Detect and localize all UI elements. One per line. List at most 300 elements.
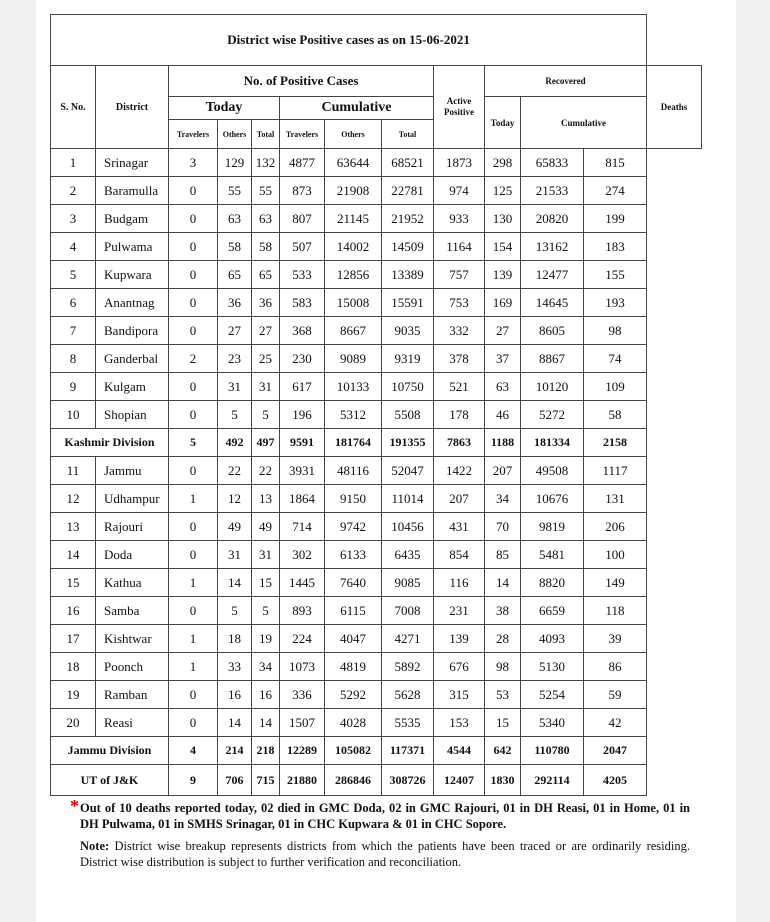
district-name: Pulwama [96,233,169,261]
table-cell: 1 [169,653,218,681]
table-cell: 933 [434,205,485,233]
table-cell: 13162 [521,233,584,261]
table-cell: 815 [584,149,647,177]
table-cell: 6435 [382,541,434,569]
district-name: Doda [96,541,169,569]
district-name: Ramban [96,681,169,709]
table-cell: 0 [169,709,218,737]
table-cell: 28 [485,625,521,653]
table-cell: 9089 [325,345,382,373]
table-cell: 14509 [382,233,434,261]
table-cell: 533 [280,261,325,289]
table-cell: 617 [280,373,325,401]
table-cell: 132 [252,149,280,177]
table-cell: 7863 [434,429,485,457]
table-cell: 0 [169,597,218,625]
table-row [51,233,702,261]
district-name: Anantnag [96,289,169,317]
table-cell: 183 [584,233,647,261]
table-cell: 0 [169,317,218,345]
cum-travelers-header: Travelers [280,120,325,149]
table-cell: 5 [252,597,280,625]
division-label: Kashmir Division [51,429,169,457]
table-row [51,625,702,653]
district-name: Kishtwar [96,625,169,653]
table-cell: 9742 [325,513,382,541]
table-cell: 9819 [521,513,584,541]
district-name: Kupwara [96,261,169,289]
table-cell: 4271 [382,625,434,653]
table-cell: 5312 [325,401,382,429]
table-cell: 74 [584,345,647,373]
table-cell: 25 [252,345,280,373]
table-cell: 231 [434,597,485,625]
table-cell: 21908 [325,177,382,205]
table-cell: 63 [485,373,521,401]
active-positive-header: Active Positive [434,66,485,149]
note-label: Note: [80,839,110,853]
table-cell: 1 [169,625,218,653]
deaths-note: Out of 10 deaths reported today, 02 died in GMC Doda, 02 in GMC Rajouri, 01 in DH Reasi, 01 in Home, 01 in DH Pulwama, 01 in SMHS Srinagar, 01 in CHC Kupwara & 01 in CHC Sopore. [80,801,690,831]
table-cell: 7008 [382,597,434,625]
table-cell: 893 [280,597,325,625]
table-row [51,373,702,401]
table-cell: 14 [51,541,96,569]
table-row [51,541,702,569]
others-header: Others [218,120,252,149]
table-cell: 10120 [521,373,584,401]
table-cell: 714 [280,513,325,541]
table-title: District wise Positive cases as on 15-06-2021 [51,15,647,66]
district-name: Kathua [96,569,169,597]
table-cell: 0 [169,373,218,401]
table-cell: 12407 [434,765,485,796]
table-row [51,149,702,177]
table-cell: 139 [485,261,521,289]
table-cell: 9085 [382,569,434,597]
district-name: Samba [96,597,169,625]
table-row [51,597,702,625]
table-cell: 9 [51,373,96,401]
table-cell: 59 [584,681,647,709]
table-cell: 4819 [325,653,382,681]
table-cell: 52047 [382,457,434,485]
table-cell: 58 [252,233,280,261]
table-cell: 4205 [584,765,647,796]
table-cell: 757 [434,261,485,289]
table-cell: 492 [218,429,252,457]
total-header: Total [252,120,280,149]
table-cell: 5535 [382,709,434,737]
recovered-header: Recovered [485,66,647,97]
table-cell: 199 [584,205,647,233]
district-name: Srinagar [96,149,169,177]
table-cell: 0 [169,261,218,289]
cum-total-header: Total [382,120,434,149]
table-cell: 154 [485,233,521,261]
table-cell: 431 [434,513,485,541]
table-cell: 21952 [382,205,434,233]
table-cell: 6133 [325,541,382,569]
table-row [51,653,702,681]
table-cell: 10456 [382,513,434,541]
table-cell: 5 [218,597,252,625]
table-cell: 86 [584,653,647,681]
table-cell: 1117 [584,457,647,485]
table-row [51,345,702,373]
table-cell: 4877 [280,149,325,177]
table-cell: 642 [485,737,521,765]
table-cell: 34 [485,485,521,513]
table-cell: 49 [218,513,252,541]
table-cell: 7640 [325,569,382,597]
table-cell: 1164 [434,233,485,261]
table-cell: 308726 [382,765,434,796]
table-cell: 5508 [382,401,434,429]
table-cell: 1864 [280,485,325,513]
table-cell: 9 [169,765,218,796]
table-cell: 8 [51,345,96,373]
footnote-star: * [70,796,79,816]
table-row [51,709,702,737]
table-cell: 20 [51,709,96,737]
table-cell: 9035 [382,317,434,345]
table-cell: 16 [218,681,252,709]
table-cell: 181334 [521,429,584,457]
table-cell: 706 [218,765,252,796]
table-cell: 974 [434,177,485,205]
table-cell: 23 [218,345,252,373]
table-cell: 58 [584,401,647,429]
table-cell: 191355 [382,429,434,457]
table-cell: 0 [169,541,218,569]
table-cell: 11 [51,457,96,485]
table-cell: 155 [584,261,647,289]
table-cell: 19 [252,625,280,653]
table-cell: 207 [434,485,485,513]
table-cell: 10133 [325,373,382,401]
table-cell: 3 [169,149,218,177]
table-cell: 15591 [382,289,434,317]
division-label: UT of J&K [51,765,169,796]
table-cell: 286846 [325,765,382,796]
table-cell: 9319 [382,345,434,373]
table-cell: 8867 [521,345,584,373]
table-cell: 8667 [325,317,382,345]
table-cell: 206 [584,513,647,541]
table-cell: 55 [218,177,252,205]
table-cell: 14 [218,709,252,737]
table-cell: 4544 [434,737,485,765]
table-cell: 5292 [325,681,382,709]
table-row [51,765,702,796]
table-cell: 5272 [521,401,584,429]
table-cell: 5254 [521,681,584,709]
table-row [51,261,702,289]
table-cell: 3931 [280,457,325,485]
table-cell: 6 [51,289,96,317]
table-cell: 14 [485,569,521,597]
table-cell: 49 [252,513,280,541]
table-cell: 521 [434,373,485,401]
table-cell: 1 [51,149,96,177]
table-cell: 21145 [325,205,382,233]
table-cell: 22 [252,457,280,485]
table-cell: 1507 [280,709,325,737]
table-cell: 7 [51,317,96,345]
table-cell: 315 [434,681,485,709]
footnote [70,796,690,876]
table-cell: 5 [252,401,280,429]
table-cell: 19 [51,681,96,709]
table-cell: 497 [252,429,280,457]
table-cell: 49508 [521,457,584,485]
table-cell: 37 [485,345,521,373]
district-name: Rajouri [96,513,169,541]
table-row [51,485,702,513]
table-cell: 0 [169,401,218,429]
district-name: Kulgam [96,373,169,401]
travelers-header: Travelers [169,120,218,149]
table-cell: 130 [485,205,521,233]
table-cell: 18 [51,653,96,681]
table-cell: 298 [485,149,521,177]
table-cell: 224 [280,625,325,653]
district-cases-table [50,14,702,796]
table-cell: 2158 [584,429,647,457]
cumulative-header: Cumulative [280,97,434,120]
division-label: Jammu Division [51,737,169,765]
table-cell: 5340 [521,709,584,737]
table-cell: 22 [218,457,252,485]
table-row [51,429,702,457]
table-cell: 1 [169,485,218,513]
table-cell: 22781 [382,177,434,205]
table-cell: 100 [584,541,647,569]
table-cell: 873 [280,177,325,205]
table-cell: 0 [169,205,218,233]
table-cell: 13 [51,513,96,541]
table-cell: 5 [51,261,96,289]
table-cell: 48116 [325,457,382,485]
table-cell: 33 [218,653,252,681]
table-cell: 12477 [521,261,584,289]
table-cell: 715 [252,765,280,796]
table-row [51,177,702,205]
table-cell: 583 [280,289,325,317]
table-cell: 9150 [325,485,382,513]
table-cell: 753 [434,289,485,317]
table-cell: 12 [218,485,252,513]
table-cell: 12 [51,485,96,513]
table-cell: 36 [218,289,252,317]
sno-header: S. No. [51,66,96,149]
table-cell: 118 [584,597,647,625]
table-cell: 9591 [280,429,325,457]
table-cell: 27 [252,317,280,345]
table-cell: 0 [169,513,218,541]
table-row [51,513,702,541]
table-cell: 230 [280,345,325,373]
table-cell: 676 [434,653,485,681]
table-cell: 6115 [325,597,382,625]
table-cell: 34 [252,653,280,681]
table-cell: 8605 [521,317,584,345]
table-row [51,737,702,765]
table-cell: 70 [485,513,521,541]
table-cell: 149 [584,569,647,597]
table-cell: 12289 [280,737,325,765]
table-cell: 13 [252,485,280,513]
table-cell: 46 [485,401,521,429]
district-name: Poonch [96,653,169,681]
table-cell: 2047 [584,737,647,765]
table-row [51,569,702,597]
table-cell: 139 [434,625,485,653]
table-cell: 218 [252,737,280,765]
table-cell: 116 [434,569,485,597]
table-cell: 14645 [521,289,584,317]
deaths-header: Deaths [647,66,702,149]
table-row [51,681,702,709]
table-cell: 378 [434,345,485,373]
table-cell: 18 [218,625,252,653]
table-cell: 2 [51,177,96,205]
table-cell: 0 [169,681,218,709]
table-cell: 169 [485,289,521,317]
table-cell: 12856 [325,261,382,289]
table-cell: 274 [584,177,647,205]
table-cell: 807 [280,205,325,233]
table-cell: 117371 [382,737,434,765]
table-cell: 4 [169,737,218,765]
district-note [80,838,690,870]
table-cell: 336 [280,681,325,709]
table-cell: 15 [252,569,280,597]
table-cell: 110780 [521,737,584,765]
table-cell: 27 [485,317,521,345]
table-cell: 0 [169,177,218,205]
table-cell: 507 [280,233,325,261]
table-cell: 1188 [485,429,521,457]
table-cell: 53 [485,681,521,709]
table-cell: 5130 [521,653,584,681]
district-name: Reasi [96,709,169,737]
table-cell: 193 [584,289,647,317]
table-cell: 3 [51,205,96,233]
table-cell: 1873 [434,149,485,177]
table-cell: 4028 [325,709,382,737]
recovered-cumulative-header: Cumulative [521,97,647,149]
table-cell: 11014 [382,485,434,513]
table-row [51,457,702,485]
table-cell: 181764 [325,429,382,457]
cum-others-header: Others [325,120,382,149]
table-cell: 1445 [280,569,325,597]
district-name: Udhampur [96,485,169,513]
table-cell: 10676 [521,485,584,513]
table-cell: 63644 [325,149,382,177]
table-cell: 207 [485,457,521,485]
table-cell: 2 [169,345,218,373]
table-cell: 8820 [521,569,584,597]
table-cell: 109 [584,373,647,401]
table-cell: 16 [51,597,96,625]
table-cell: 63 [218,205,252,233]
table-cell: 368 [280,317,325,345]
table-cell: 15 [485,709,521,737]
table-cell: 10750 [382,373,434,401]
table-cell: 98 [584,317,647,345]
table-cell: 5 [169,429,218,457]
table-cell: 31 [252,373,280,401]
table-cell: 10 [51,401,96,429]
table-cell: 65 [218,261,252,289]
table-cell: 332 [434,317,485,345]
recovered-today-header: Today [485,97,521,149]
table-cell: 15008 [325,289,382,317]
table-cell: 5481 [521,541,584,569]
table-cell: 63 [252,205,280,233]
table-cell: 15 [51,569,96,597]
district-name: Bandipora [96,317,169,345]
district-name: Shopian [96,401,169,429]
table-row [51,401,702,429]
table-cell: 6659 [521,597,584,625]
table-cell: 14002 [325,233,382,261]
table-cell: 129 [218,149,252,177]
table-cell: 0 [169,289,218,317]
table-cell: 0 [169,233,218,261]
today-header: Today [169,97,280,120]
table-cell: 21880 [280,765,325,796]
table-cell: 27 [218,317,252,345]
table-cell: 854 [434,541,485,569]
table-cell: 4093 [521,625,584,653]
table-cell: 5892 [382,653,434,681]
table-cell: 14 [218,569,252,597]
table-cell: 55 [252,177,280,205]
district-name: Budgam [96,205,169,233]
table-cell: 302 [280,541,325,569]
table-cell: 36 [252,289,280,317]
table-row [51,317,702,345]
table-cell: 85 [485,541,521,569]
positive-cases-header: No. of Positive Cases [169,66,434,97]
district-header: District [96,66,169,149]
table-cell: 17 [51,625,96,653]
district-name: Jammu [96,457,169,485]
table-cell: 153 [434,709,485,737]
table-cell: 21533 [521,177,584,205]
table-cell: 4047 [325,625,382,653]
note-text: District wise breakup represents districts from which the patients have been traced or are ordinarily residing. District wise distribution is subject to further verification and reconciliation. [80,839,690,869]
table-cell: 14 [252,709,280,737]
table-cell: 214 [218,737,252,765]
table-cell: 5628 [382,681,434,709]
table-cell: 105082 [325,737,382,765]
table-cell: 42 [584,709,647,737]
table-cell: 58 [218,233,252,261]
table-cell: 39 [584,625,647,653]
table-cell: 65833 [521,149,584,177]
table-cell: 1830 [485,765,521,796]
table-row [51,289,702,317]
table-cell: 65 [252,261,280,289]
table-cell: 68521 [382,149,434,177]
district-name: Ganderbal [96,345,169,373]
table-cell: 125 [485,177,521,205]
